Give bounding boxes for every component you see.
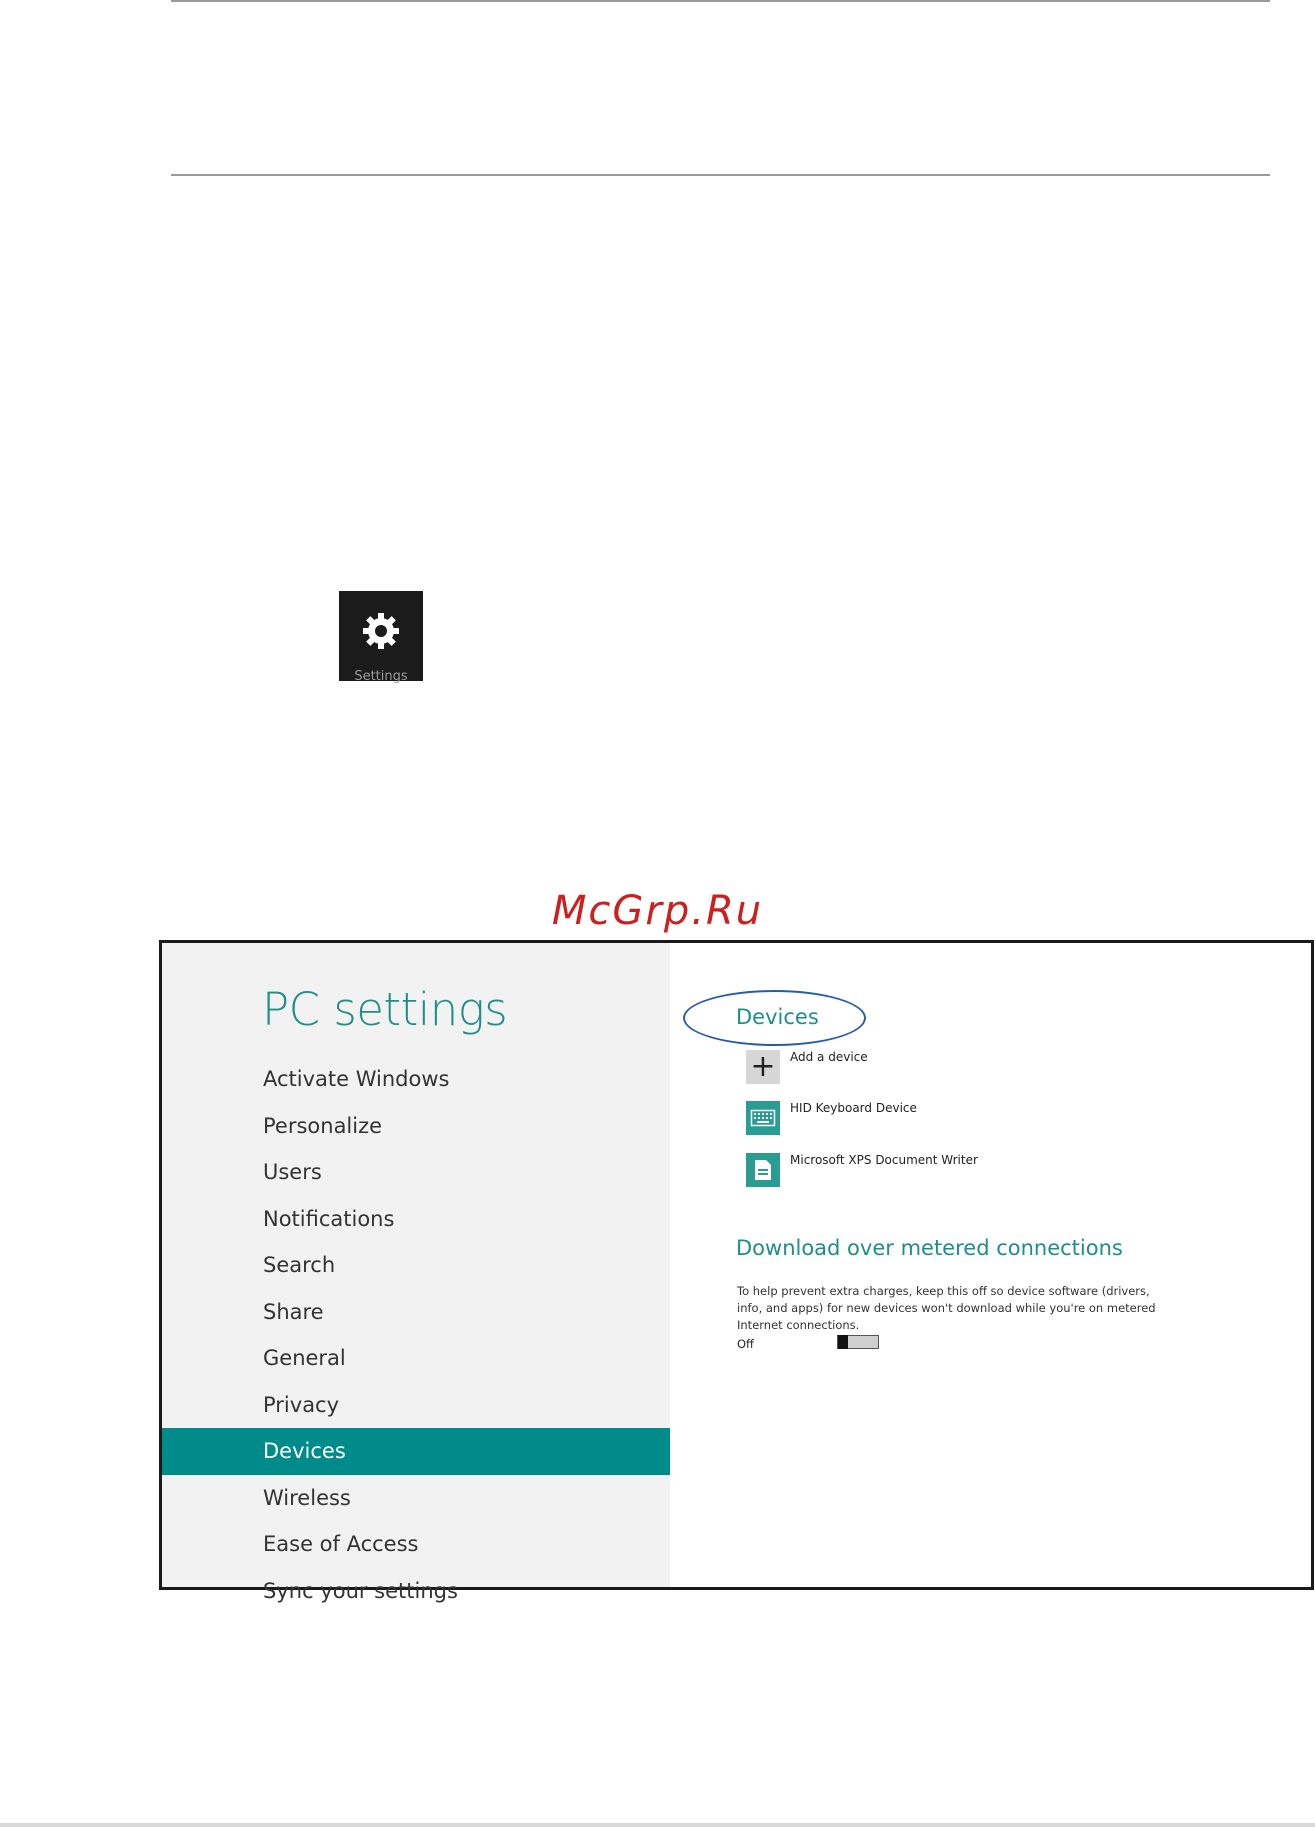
nav-item-general[interactable]: General [263,1346,346,1370]
nav-item-devices[interactable]: Devices [162,1428,670,1475]
top-rule [171,0,1270,2]
keyboard-icon [746,1101,780,1135]
nav-item-personalize[interactable]: Personalize [263,1113,383,1138]
device-label: Microsoft XPS Document Writer [790,1153,978,1167]
settings-charm-tile[interactable] [339,591,423,684]
nav-item-activate-windows[interactable]: Activate Windows [263,1067,450,1091]
nav-item-search[interactable]: Search [263,1253,336,1277]
bottom-rule [0,1823,1315,1827]
devices-heading: Devices [736,1005,819,1029]
settings-tile-label: Settings [354,669,408,684]
device-label: HID Keyboard Device [790,1101,917,1115]
metered-toggle[interactable] [837,1335,879,1349]
device-label: Add a device [790,1050,868,1064]
nav-item-share[interactable]: Share [263,1299,324,1324]
toggle-state-label: Off [737,1337,754,1351]
nav-item-notifications[interactable]: Notifications [263,1206,395,1231]
pc-settings-screenshot [159,940,1314,1603]
nav-item-ease-of-access[interactable]: Ease of Access [263,1532,419,1556]
metered-description: To help prevent extra charges, keep this off so device software (drivers, info, and apps) for new devices won't download while you're on metered Internet connections. [737,1284,1156,1332]
page-title: PC settings [262,983,508,1036]
nav-item-privacy[interactable]: Privacy [263,1392,340,1417]
devices-panel [670,943,1311,1587]
header-rule [171,174,1270,176]
gear-icon [362,612,400,650]
pc-settings-sidebar [162,943,670,1603]
printer-icon [746,1153,780,1187]
toggle-thumb[interactable] [838,1335,848,1349]
nav-item-wireless[interactable]: Wireless [263,1485,351,1510]
plus-icon: + [746,1050,780,1084]
metered-heading: Download over metered connections [736,1236,1123,1260]
nav-item-users[interactable]: Users [263,1160,322,1184]
settings-nav [162,1056,670,1614]
watermark: McGrp.Ru [551,888,764,934]
nav-item-sync-settings[interactable]: Sync your settings [263,1578,458,1603]
